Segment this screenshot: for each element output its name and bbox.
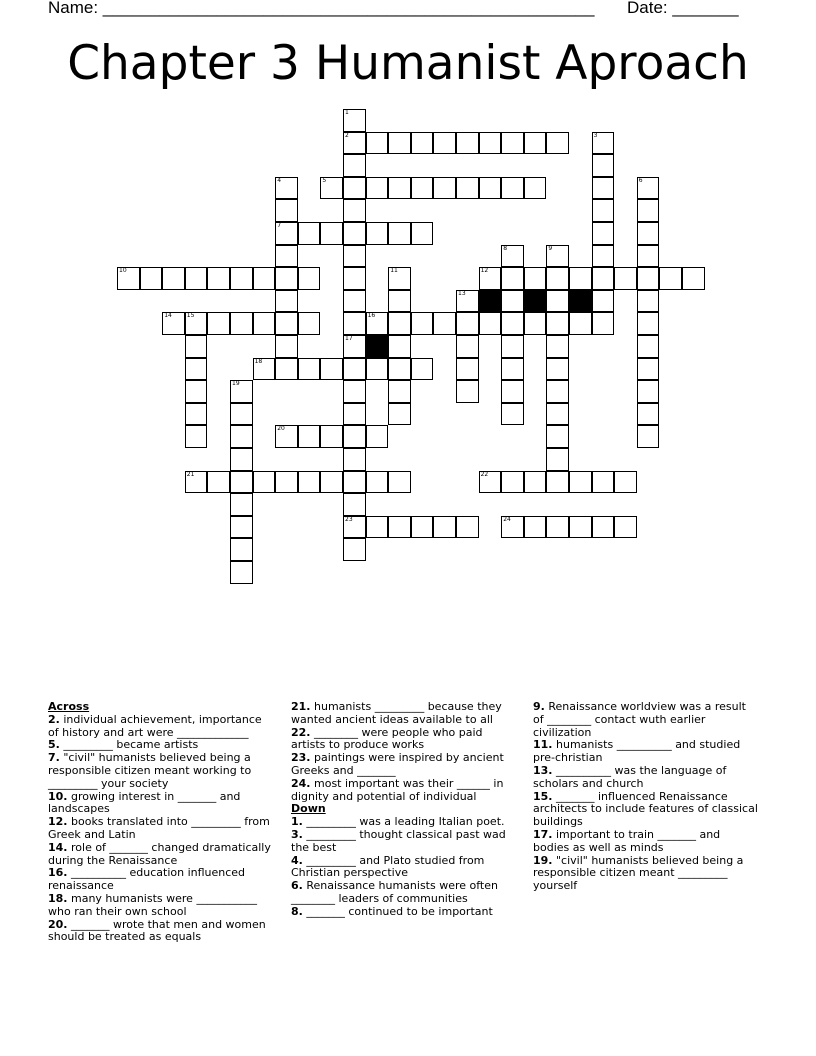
crossword-cell[interactable] <box>637 267 660 290</box>
clue-item <box>533 829 759 855</box>
clue-text: paintings were inspired by ancient Greeks and _______ <box>291 751 504 777</box>
clue-text: many humanists were ___________ who ran their own school <box>48 891 257 918</box>
crossword-cell[interactable] <box>592 516 615 539</box>
crossword-cell[interactable] <box>275 358 298 381</box>
black-cell <box>479 290 502 313</box>
crossword-cell[interactable] <box>524 132 547 155</box>
crossword-cell[interactable] <box>411 177 434 200</box>
crossword-cell[interactable] <box>479 267 502 290</box>
crossword-cell[interactable] <box>207 312 230 335</box>
clue-item <box>48 842 274 868</box>
crossword-cell[interactable] <box>569 471 592 494</box>
clue-text: _______ influenced Renaissance architects to include features of classical buildings <box>533 789 758 829</box>
clue-number: 8. <box>291 904 303 918</box>
crossword-cell[interactable] <box>343 199 366 222</box>
crossword-cell[interactable] <box>320 471 343 494</box>
crossword-cell[interactable] <box>637 199 660 222</box>
crossword-cell[interactable] <box>185 312 208 335</box>
crossword-cell[interactable] <box>298 358 321 381</box>
crossword-cell[interactable] <box>388 335 411 358</box>
clue-number-label: 2 <box>345 131 349 139</box>
clue-number: 24. <box>291 776 311 790</box>
crossword-cell[interactable] <box>343 358 366 381</box>
clue-number-label: 6 <box>638 176 643 184</box>
across-clue-list <box>48 714 274 944</box>
crossword-cell[interactable] <box>343 471 366 494</box>
clue-item <box>48 714 274 740</box>
clue-item <box>533 701 759 739</box>
crossword-cell[interactable] <box>275 199 298 222</box>
crossword-cell[interactable] <box>456 290 479 313</box>
clue-number-label: 13 <box>458 289 466 297</box>
crossword-cell[interactable] <box>592 471 615 494</box>
clue-item <box>291 778 519 804</box>
clue-number: 19. <box>533 853 553 867</box>
crossword-cell[interactable] <box>343 448 366 471</box>
crossword-cell[interactable] <box>320 222 343 245</box>
crossword-cell[interactable] <box>230 471 253 494</box>
crossword-cell[interactable] <box>456 358 479 381</box>
crossword-cell[interactable] <box>524 312 547 335</box>
clue-number: 1. <box>291 815 303 829</box>
clue-number: 3. <box>291 827 303 841</box>
crossword-cell[interactable] <box>298 222 321 245</box>
crossword-cell[interactable] <box>253 267 276 290</box>
crossword-cell[interactable] <box>592 267 615 290</box>
clue-number-label: 22 <box>480 470 489 478</box>
clue-number-label: 12 <box>480 267 489 275</box>
clue-item <box>48 867 274 893</box>
clue-number: 10. <box>48 789 68 803</box>
clue-number-label: 8 <box>503 244 508 252</box>
crossword-cell[interactable] <box>275 471 298 494</box>
clue-item <box>533 765 759 791</box>
crossword-cell[interactable] <box>682 267 705 290</box>
crossword-cell[interactable] <box>162 267 185 290</box>
clue-item <box>291 855 519 881</box>
crossword-cell[interactable] <box>501 358 524 381</box>
clue-text: individual achievement, importance of history and art were _____________ <box>48 712 262 739</box>
crossword-cell[interactable] <box>592 199 615 222</box>
clue-text: Renaissance humanists were often ________ leaders of communities <box>291 879 498 905</box>
crossword-cell[interactable] <box>479 312 502 335</box>
crossword-cell[interactable] <box>524 516 547 539</box>
date-line: Date: _______ <box>627 0 739 17</box>
crossword-cell[interactable] <box>433 312 456 335</box>
clue-text: ________ were people who paid artists to produce works <box>291 725 483 752</box>
crossword-cell[interactable] <box>185 380 208 403</box>
crossword-cell[interactable] <box>501 403 524 426</box>
clue-number: 16. <box>48 866 68 880</box>
crossword-cell[interactable] <box>546 425 569 448</box>
crossword-cell[interactable] <box>501 335 524 358</box>
clue-text: "civil" humanists believed being a responsible citizen meant _________ yourself <box>533 853 744 893</box>
crossword-cell[interactable] <box>479 177 502 200</box>
clue-item <box>533 855 759 893</box>
crossword-cell[interactable] <box>592 290 615 313</box>
crossword-cell[interactable] <box>524 471 547 494</box>
crossword-cell[interactable] <box>343 267 366 290</box>
clue-number-label: 7 <box>277 222 282 229</box>
crossword-cell[interactable] <box>343 335 366 358</box>
crossword-cell[interactable] <box>546 290 569 313</box>
crossword-cell[interactable] <box>366 425 389 448</box>
crossword-cell[interactable] <box>185 471 208 494</box>
clue-item <box>291 701 519 727</box>
crossword-cell[interactable] <box>524 267 547 290</box>
crossword-cell[interactable] <box>637 222 660 245</box>
crossword-cell[interactable] <box>275 290 298 313</box>
crossword-cell[interactable] <box>456 177 479 200</box>
crossword-cell[interactable] <box>411 358 434 381</box>
crossword-cell[interactable] <box>366 222 389 245</box>
crossword-cell[interactable] <box>140 267 163 290</box>
clue-text: humanists _________ because they wanted ancient ideas available to all <box>291 700 502 726</box>
crossword-cell[interactable] <box>343 132 366 155</box>
clue-item <box>291 906 519 919</box>
crossword-cell[interactable] <box>343 154 366 177</box>
clue-number-label: 24 <box>503 515 511 523</box>
crossword-cell[interactable] <box>411 312 434 335</box>
crossword-cell[interactable] <box>411 516 434 539</box>
crossword-cell[interactable] <box>298 312 321 335</box>
clue-number-label: 18 <box>254 357 263 365</box>
crossword-cell[interactable] <box>388 177 411 200</box>
crossword-cell[interactable] <box>637 245 660 268</box>
crossword-cell[interactable] <box>411 132 434 155</box>
crossword-cell[interactable] <box>546 132 569 155</box>
crossword-cell[interactable] <box>433 177 456 200</box>
crossword-cell[interactable] <box>433 132 456 155</box>
crossword-cell[interactable] <box>320 358 343 381</box>
clue-number: 12. <box>48 815 68 829</box>
crossword-cell[interactable] <box>366 177 389 200</box>
clue-item <box>48 919 274 945</box>
clue-item <box>48 752 274 790</box>
clue-number: 17. <box>533 827 553 841</box>
clue-text: _______ wrote that men and women should be treated as equals <box>48 917 266 944</box>
crossword-cell[interactable] <box>388 222 411 245</box>
crossword-cell[interactable] <box>388 290 411 313</box>
crossword-cell[interactable] <box>501 312 524 335</box>
across-clue-list-continued <box>291 701 519 803</box>
crossword-cell[interactable] <box>207 267 230 290</box>
crossword-cell[interactable] <box>637 177 660 200</box>
clue-number-label: 15 <box>186 312 195 320</box>
clue-number-label: 21 <box>186 470 195 478</box>
crossword-cell[interactable] <box>343 380 366 403</box>
clue-text: humanists __________ and studied pre-christian <box>533 738 741 765</box>
crossword-cell[interactable] <box>343 516 366 539</box>
clue-item <box>291 727 519 753</box>
crossword-cell[interactable] <box>546 471 569 494</box>
crossword-cell[interactable] <box>366 312 389 335</box>
crossword-cell[interactable] <box>343 177 366 200</box>
crossword-cell[interactable] <box>230 448 253 471</box>
crossword-cell[interactable] <box>546 335 569 358</box>
clue-text: important to train _______ and bodies as well as minds <box>533 827 721 854</box>
crossword-cell[interactable] <box>569 267 592 290</box>
clue-text: __________ was the language of scholars and church <box>533 763 727 790</box>
name-line: Name: ____________________________________________________ <box>48 0 595 17</box>
crossword-cell[interactable] <box>343 403 366 426</box>
clue-number-label: 16 <box>367 312 376 320</box>
clue-number-label: 11 <box>390 267 398 275</box>
clue-text: Renaissance worldview was a result of ________ contact wuth earlier civilization <box>533 700 746 739</box>
crossword-cell[interactable] <box>366 516 389 539</box>
crossword-cell[interactable] <box>230 538 253 561</box>
crossword-cell[interactable] <box>275 335 298 358</box>
crossword-cell[interactable] <box>388 471 411 494</box>
crossword-cell[interactable] <box>501 245 524 268</box>
clue-number: 7. <box>48 751 60 765</box>
clue-number: 23. <box>291 751 311 765</box>
clue-item <box>533 791 759 829</box>
crossword-cell[interactable] <box>501 290 524 313</box>
crossword-cell[interactable] <box>253 471 276 494</box>
crossword-cell[interactable] <box>388 267 411 290</box>
clues-column-1 <box>48 701 274 944</box>
clue-number: 18. <box>48 891 68 905</box>
puzzle-title: Chapter 3 Humanist Aproach <box>67 36 749 91</box>
crossword-cell[interactable] <box>524 177 547 200</box>
crossword-cell[interactable] <box>388 358 411 381</box>
crossword-cell[interactable] <box>253 358 276 381</box>
clues-column-2 <box>291 701 519 919</box>
black-cell <box>366 335 389 358</box>
crossword-cell[interactable] <box>275 312 298 335</box>
clue-number: 6. <box>291 879 303 893</box>
crossword-cell[interactable] <box>592 132 615 155</box>
crossword-cell[interactable] <box>117 267 140 290</box>
crossword-cell[interactable] <box>637 425 660 448</box>
crossword-cell[interactable] <box>230 267 253 290</box>
crossword-cell[interactable] <box>546 403 569 426</box>
clue-number: 13. <box>533 763 553 777</box>
clue-number: 15. <box>533 789 553 803</box>
crossword-cell[interactable] <box>343 109 366 132</box>
crossword-cell[interactable] <box>298 267 321 290</box>
crossword-cell[interactable] <box>546 358 569 381</box>
crossword-cell[interactable] <box>343 538 366 561</box>
clue-text: role of _______ changed dramatically during the Renaissance <box>48 840 271 867</box>
crossword-cell[interactable] <box>366 471 389 494</box>
crossword-cell[interactable] <box>501 471 524 494</box>
clue-item <box>291 880 519 906</box>
crossword-cell[interactable] <box>343 425 366 448</box>
clue-number-label: 1 <box>345 109 349 116</box>
crossword-cell[interactable] <box>388 312 411 335</box>
down-clue-list <box>291 816 519 918</box>
crossword-cell[interactable] <box>411 222 434 245</box>
crossword-cell[interactable] <box>501 132 524 155</box>
crossword-cell[interactable] <box>456 132 479 155</box>
crossword-cell[interactable] <box>343 493 366 516</box>
crossword-cell[interactable] <box>637 358 660 381</box>
crossword-cell[interactable] <box>230 380 253 403</box>
clue-item <box>533 739 759 765</box>
crossword-cell[interactable] <box>230 403 253 426</box>
crossword-cell[interactable] <box>501 177 524 200</box>
clue-number-label: 10 <box>119 267 127 275</box>
crossword-cell[interactable] <box>388 380 411 403</box>
crossword-cell[interactable] <box>546 516 569 539</box>
crossword-cell[interactable] <box>185 335 208 358</box>
crossword-cell[interactable] <box>592 245 615 268</box>
clue-number: 21. <box>291 700 311 713</box>
crossword-cell[interactable] <box>275 177 298 200</box>
clue-number-label: 4 <box>277 176 282 184</box>
crossword-cell[interactable] <box>592 177 615 200</box>
crossword-cell[interactable] <box>207 471 230 494</box>
crossword-cell[interactable] <box>388 132 411 155</box>
crossword-cell[interactable] <box>298 425 321 448</box>
crossword-cell[interactable] <box>366 132 389 155</box>
crossword-cell[interactable] <box>637 403 660 426</box>
black-cell <box>569 290 592 313</box>
black-cell <box>524 290 547 313</box>
crossword-cell[interactable] <box>592 154 615 177</box>
crossword-cell[interactable] <box>501 516 524 539</box>
clue-item <box>291 752 519 778</box>
clue-number-label: 23 <box>345 515 353 523</box>
clue-number-label: 20 <box>277 425 285 433</box>
clue-number: 20. <box>48 917 68 931</box>
clue-number: 9. <box>533 700 545 713</box>
crossword-cell[interactable] <box>275 222 298 245</box>
clue-item <box>291 829 519 855</box>
clue-number-label: 19 <box>232 380 240 388</box>
crossword-cell[interactable] <box>614 516 637 539</box>
crossword-cell[interactable] <box>569 312 592 335</box>
crossword-cell[interactable] <box>546 312 569 335</box>
clue-number-label: 5 <box>322 176 327 184</box>
crossword-cell[interactable] <box>546 267 569 290</box>
crossword-cell[interactable] <box>637 335 660 358</box>
crossword-cell[interactable] <box>275 267 298 290</box>
clue-item <box>48 816 274 842</box>
clue-text: _________ was a leading Italian poet. <box>302 815 505 829</box>
crossword-cell[interactable] <box>659 267 682 290</box>
crossword-cell[interactable] <box>230 312 253 335</box>
crossword-cell[interactable] <box>320 177 343 200</box>
crossword-cell[interactable] <box>366 358 389 381</box>
clue-number: 22. <box>291 725 311 739</box>
clue-number-label: 17 <box>345 335 353 342</box>
clue-number: 14. <box>48 840 68 854</box>
crossword-cell[interactable] <box>230 493 253 516</box>
crossword-cell[interactable] <box>569 516 592 539</box>
crossword-cell[interactable] <box>253 312 276 335</box>
crossword-cell[interactable] <box>592 312 615 335</box>
clue-number: 11. <box>533 738 553 752</box>
crossword-cell[interactable] <box>637 312 660 335</box>
clue-number-label: 14 <box>164 312 172 320</box>
crossword-cell[interactable] <box>185 358 208 381</box>
crossword-cell[interactable] <box>298 471 321 494</box>
crossword-cell[interactable] <box>185 403 208 426</box>
down-heading: Down <box>291 802 326 816</box>
clue-item <box>48 791 274 817</box>
crossword-cell[interactable] <box>185 267 208 290</box>
clue-number: 2. <box>48 712 60 726</box>
clue-number: 5. <box>48 738 60 752</box>
clue-text: __________ education influenced renaissance <box>48 866 246 893</box>
crossword-cell[interactable] <box>343 312 366 335</box>
crossword-cell[interactable] <box>456 516 479 539</box>
clues-column-3 <box>533 701 759 893</box>
crossword-cell[interactable] <box>637 380 660 403</box>
clue-item <box>48 893 274 919</box>
crossword-cell[interactable] <box>343 222 366 245</box>
crossword-cell[interactable] <box>456 335 479 358</box>
crossword-cell[interactable] <box>501 267 524 290</box>
down-clue-list-continued <box>533 701 759 893</box>
crossword-cell[interactable] <box>479 471 502 494</box>
crossword-cell[interactable] <box>614 267 637 290</box>
crossword-cell[interactable] <box>230 425 253 448</box>
crossword-cell[interactable] <box>614 471 637 494</box>
clue-text: most important was their ______ in dignity and potential of individual <box>291 776 504 803</box>
clue-text: "civil" humanists believed being a responsible citizen meant working to _________ your society <box>48 751 252 790</box>
crossword-cell[interactable] <box>230 516 253 539</box>
crossword-cell[interactable] <box>501 380 524 403</box>
crossword-cell[interactable] <box>546 245 569 268</box>
clue-text: _________ and Plato studied from Christian perspective <box>291 853 485 880</box>
clue-text: _______ continued to be important <box>302 904 493 918</box>
crossword-cell[interactable] <box>388 516 411 539</box>
crossword-cell[interactable] <box>479 132 502 155</box>
crossword-cell[interactable] <box>343 245 366 268</box>
crossword-cell[interactable] <box>343 290 366 313</box>
clue-number-label: 9 <box>548 244 553 252</box>
crossword-cell[interactable] <box>320 425 343 448</box>
crossword-cell[interactable] <box>456 380 479 403</box>
clue-text: books translated into _________ from Greek and Latin <box>48 815 270 841</box>
clue-number-label: 3 <box>593 131 598 139</box>
clue-text: _________ thought classical past wad the best <box>291 827 506 854</box>
crossword-cell[interactable] <box>185 425 208 448</box>
crossword-cell[interactable] <box>637 290 660 313</box>
crossword-cell[interactable] <box>275 245 298 268</box>
crossword-cell[interactable] <box>546 448 569 471</box>
crossword-cell[interactable] <box>388 403 411 426</box>
crossword-cell[interactable] <box>162 312 185 335</box>
crossword-cell[interactable] <box>592 222 615 245</box>
crossword-cell[interactable] <box>230 561 253 584</box>
crossword-cell[interactable] <box>275 425 298 448</box>
across-heading: Across <box>48 700 90 713</box>
crossword-cell[interactable] <box>433 516 456 539</box>
clue-number: 4. <box>291 853 303 867</box>
crossword-cell[interactable] <box>456 312 479 335</box>
clue-text: _________ became artists <box>59 738 199 752</box>
clue-text: growing interest in _______ and landscapes <box>48 789 241 816</box>
crossword-cell[interactable] <box>546 380 569 403</box>
